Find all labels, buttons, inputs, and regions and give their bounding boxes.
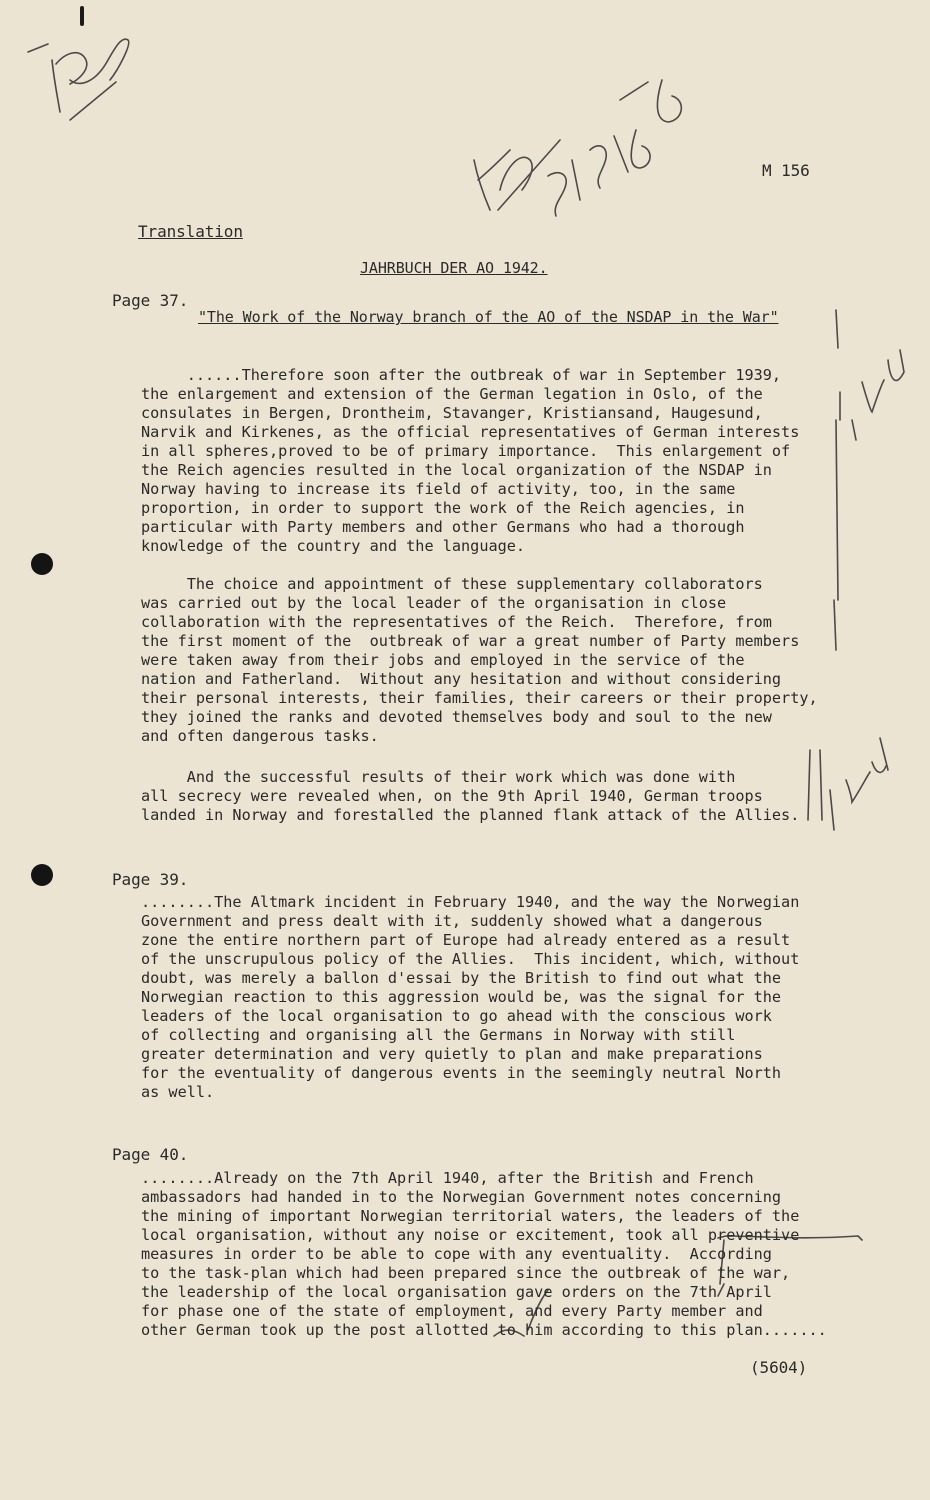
text-line: And the successful results of their work which was done with [141, 768, 736, 786]
text-line: of the unscrupulous policy of the Allies. This incident, which, without [141, 950, 800, 968]
text-line: consulates in Bergen, Drontheim, Stavanger, Kristiansand, Haugesund, [141, 404, 763, 422]
text-line: other German took up the post allotted to him according to this plan....... [141, 1321, 827, 1339]
text-line: and often dangerous tasks. [141, 727, 379, 745]
article-title: "The Work of the Norway branch of the AO of the NSDAP in the War" [198, 308, 779, 326]
text-line: the enlargement and extension of the German legation in Oslo, of the [141, 385, 763, 403]
page-label-39: Page 39. [112, 870, 189, 889]
text-line: ........The Altmark incident in February 1940, and the way the Norwegian [141, 893, 800, 911]
text-line: landed in Norway and forestalled the planned flank attack of the Allies. [141, 806, 800, 824]
text-line: Norwegian reaction to this aggression would be, was the signal for the [141, 988, 782, 1006]
text-line: The choice and appointment of these supplementary collaborators [141, 575, 763, 593]
text-line: the Reich agencies resulted in the local organization of the NSDAP in [141, 461, 772, 479]
text-line: Narvik and Kirkenes, as the official representatives of German interests [141, 423, 800, 441]
text-line: knowledge of the country and the language. [141, 537, 526, 555]
paragraph-p37-2 [141, 575, 861, 746]
text-line: Norway having to increase its field of activity, too, in the same [141, 480, 736, 498]
text-line: nation and Fatherland. Without any hesitation and without considering [141, 670, 782, 688]
text-line: measures in order to be able to cope with any eventuality. According [141, 1245, 772, 1263]
text-line: doubt, was merely a ballon d'essai by the British to find out what the [141, 969, 782, 987]
text-line: ambassadors had handed in to the Norwegian Government notes concerning [141, 1188, 782, 1206]
text-line: all secrecy were revealed when, on the 9th April 1940, German troops [141, 787, 763, 805]
publication-title: JAHRBUCH DER AO 1942. [360, 259, 548, 277]
text-line: as well. [141, 1083, 215, 1101]
text-line: Government and press dealt with it, suddenly showed what a dangerous [141, 912, 763, 930]
text-line: leaders of the local organisation to go ahead with the conscious work [141, 1007, 772, 1025]
footer-code: (5604) [750, 1358, 808, 1377]
text-line: for the eventuality of dangerous events in the seemingly neutral North [141, 1064, 782, 1082]
page-label-37: Page 37. [112, 291, 189, 310]
text-line: the leadership of the local organisation gave orders on the 7th April [141, 1283, 772, 1301]
text-line: their personal interests, their families, their careers or their property, [141, 689, 818, 707]
text-line: to the task-plan which had been prepared since the outbreak of the war, [141, 1264, 791, 1282]
text-line: local organisation, without any noise or excitement, took all preventive [141, 1226, 800, 1244]
text-line: they joined the ranks and devoted themselves body and soul to the new [141, 708, 772, 726]
document-id: M 156 [762, 161, 810, 180]
page-label-40: Page 40. [112, 1145, 189, 1164]
text-line: for phase one of the state of employment, and every Party member and [141, 1302, 763, 1320]
text-line: were taken away from their jobs and employed in the service of the [141, 651, 745, 669]
text-line: proportion, in order to support the work of the Reich agencies, in [141, 499, 745, 517]
text-line: of collecting and organising all the Germans in Norway with still [141, 1026, 736, 1044]
text-line: the first moment of the outbreak of war a great number of Party members [141, 632, 800, 650]
translation-heading: Translation [138, 222, 243, 241]
text-line: particular with Party members and other Germans who had a thorough [141, 518, 745, 536]
text-line: in all spheres,proved to be of primary importance. This enlargement of [141, 442, 791, 460]
paragraph-p39-1 [141, 893, 861, 1102]
text-line: collaboration with the representatives of the Reich. Therefore, from [141, 613, 772, 631]
text-line: the mining of important Norwegian territorial waters, the leaders of the [141, 1207, 800, 1225]
text-line: ........Already on the 7th April 1940, after the British and French [141, 1169, 754, 1187]
paragraph-p40-1 [141, 1169, 861, 1340]
paragraph-p37-3 [141, 768, 861, 825]
text-line: ......Therefore soon after the outbreak of war in September 1939, [141, 366, 782, 384]
paragraph-p37-1 [141, 366, 861, 556]
text-line: zone the entire northern part of Europe had already entered as a result [141, 931, 791, 949]
text-line: greater determination and very quietly to plan and make preparations [141, 1045, 763, 1063]
text-line: was carried out by the local leader of the organisation in close [141, 594, 727, 612]
